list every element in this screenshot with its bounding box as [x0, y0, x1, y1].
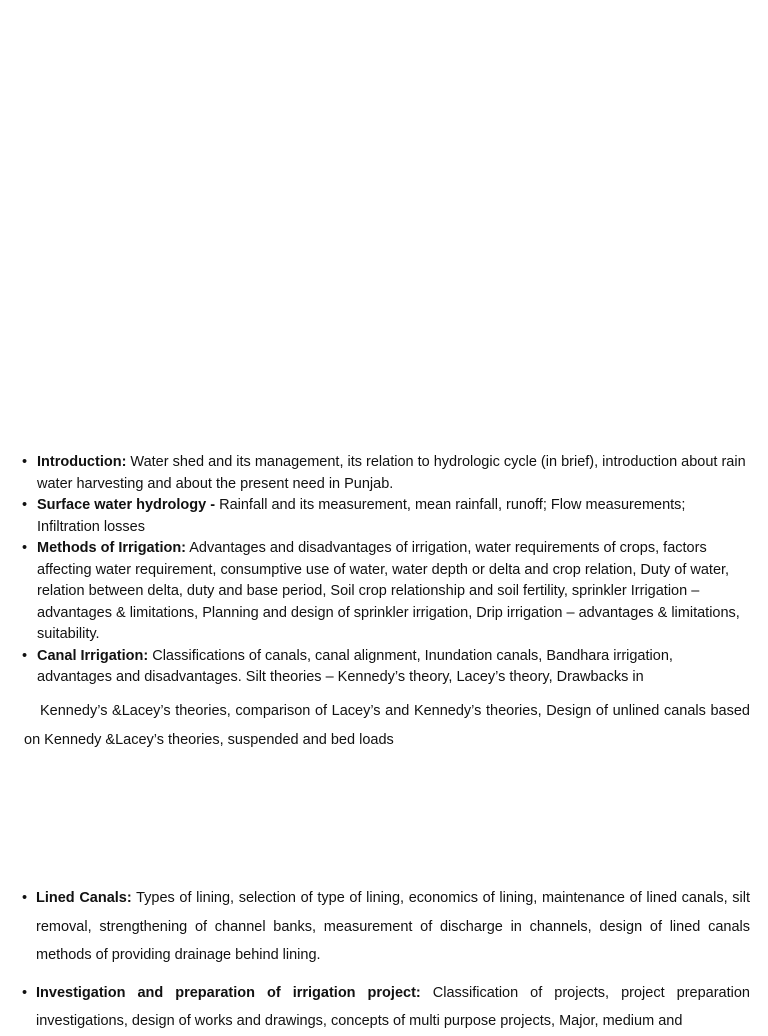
bullet-icon: • [22, 497, 28, 513]
bullet-icon: • [22, 890, 28, 906]
bullet-icon: • [22, 540, 28, 556]
topic-investigation-project [0, 979, 768, 1036]
topic-text: Rainfall and its measurement, mean rainfall, runoff; Flow measurements; Infiltration losses [37, 497, 686, 535]
topic-heading: Surface water hydrology - [37, 497, 216, 513]
bullet-icon: • [22, 647, 28, 664]
continuation-text: Kennedy’s &Lacey’s theories, comparison of Lacey’s and Kennedy’s theories, Design of unlined canals based on Kennedy &Lacey’s theories, suspended and bed loads [24, 703, 750, 748]
continuation-paragraph [0, 697, 768, 754]
topic-heading: Introduction: [37, 454, 127, 470]
syllabus-block-top [0, 452, 768, 689]
topic-text: Water shed and its management, its relation to hydrologic cycle (in brief), introduction about rain water harvesting and about the present need in Punjab. [37, 454, 746, 492]
topic-canal-irrigation [0, 646, 768, 689]
topic-list [0, 452, 768, 689]
syllabus-block-bottom [0, 884, 768, 1036]
topic-heading: Investigation and preparation of irrigation project: [36, 984, 421, 1001]
topic-text: Advantages and disadvantages of irrigation, water requirements of crops, factors affecting water requirement, consumptive use of water, water depth or delta and crop relation, Duty of water, relation between delta, duty and base period, Soil crop relationship and soil fertility, sprinkler Irrigation – advantages & limitations, Planning and design of sprinkler irrigation, Drip irrigation – advantages & limitations, suitability. [37, 540, 740, 642]
topic-list-bottom [0, 884, 768, 1036]
topic-heading: Methods of Irrigation: [37, 540, 187, 556]
topic-text: Types of lining, selection of type of lining, economics of lining, maintenance of lined canals, silt removal, strengthening of channel banks, measurement of discharge in channels, design of lined canals methods of providing drainage behind lining. [36, 890, 750, 963]
topic-heading: Canal Irrigation: [37, 647, 149, 664]
topic-text: Classifications of canals, canal alignment, Inundation canals, Bandhara irrigation, advantages and disadvantages. Silt theories – Kennedy’s theory, Lacey’s theory, Drawbacks in [37, 647, 673, 685]
topic-surface-water-hydrology [0, 495, 768, 538]
topic-methods-of-irrigation [0, 538, 768, 646]
bullet-icon: • [22, 984, 28, 1001]
bullet-icon: • [22, 454, 28, 470]
topic-text: Classification of projects, project preparation investigations, design of works and drawings, concepts of multi purpose projects, Major, medium and [36, 984, 750, 1029]
topic-lined-canals [0, 884, 768, 970]
topic-introduction [0, 452, 768, 495]
topic-heading: Lined Canals: [36, 890, 132, 906]
continuation-text-block [0, 697, 768, 754]
